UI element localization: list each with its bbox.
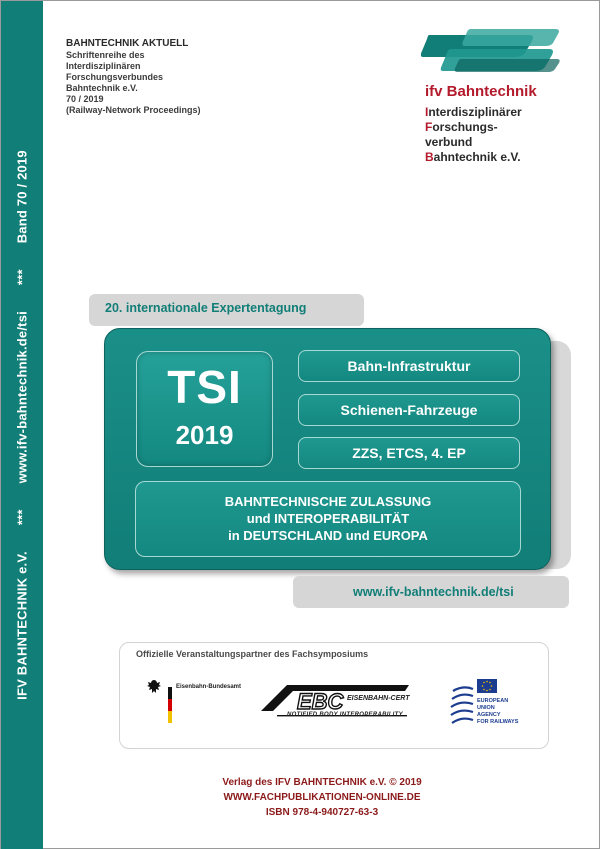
series-info (66, 38, 201, 116)
ifv-logo-line (425, 105, 522, 120)
logo-initial: B (425, 150, 434, 164)
ifv-logo (421, 27, 561, 167)
era-logo (449, 677, 539, 732)
spine-volume: Band 70 / 2019 (14, 150, 30, 244)
series-line: (Railway-Network Proceedings) (66, 105, 201, 115)
era-line: AGENCY (477, 712, 501, 718)
logo-line-rest: orschungs- (432, 120, 498, 134)
eagle-icon (146, 679, 162, 695)
publisher-line: Verlag des IFV BAHNTECHNIK e.V. © 2019 (222, 777, 422, 788)
era-line: UNION (477, 705, 495, 711)
era-line: EUROPEAN (477, 698, 509, 704)
topic-pill: ZZS, ETCS, 4. EP (298, 437, 520, 469)
logo-line-rest: ahntechnik e.V. (433, 150, 521, 164)
logo-line-rest: verbund (425, 135, 473, 149)
tsi-year: 2019 (175, 420, 234, 450)
tsi-badge (136, 351, 273, 467)
spine-separator: *** (14, 509, 30, 526)
ebc-subtitle: NOTIFIED BODY INTEROPERABILITY (287, 712, 403, 718)
ebc-cert-text: EISENBAHN-CERT (347, 695, 410, 702)
isbn: ISBN 978-4-940727-63-3 (265, 807, 379, 818)
ifv-logo-tagline (425, 105, 522, 165)
ifv-logo-line (425, 150, 522, 165)
tsi-title: TSI (167, 361, 242, 413)
event-label: 20. internationale Expertentagung (105, 301, 307, 315)
era-line: FOR RAILWAYS (477, 719, 519, 725)
series-line: Bahntechnik e.V. (66, 83, 138, 93)
series-line: 70 / 2019 (66, 94, 104, 104)
theme-line: in DEUTSCHLAND und EUROPA (228, 528, 428, 543)
spine-publisher: IFV BAHNTECHNIK e.V. (14, 551, 30, 700)
era-name (477, 698, 518, 726)
theme-line: BAHNTECHNISCHE ZULASSUNG (224, 494, 432, 509)
topic-pill: Schienen-Fahrzeuge (298, 394, 520, 426)
topic-pill: Bahn-Infrastruktur (298, 350, 520, 382)
theme-line: und INTEROPERABILITÄT (246, 511, 410, 526)
publisher-info (1, 775, 600, 820)
spine-website: www.ifv-bahntechnik.de/tsi (14, 311, 30, 484)
series-title: BAHNTECHNIK AKTUELL (66, 38, 189, 49)
series-line: Schriftenreihe des (66, 50, 145, 60)
logo-initial: F (425, 120, 433, 134)
ebc-logo-graphic (259, 681, 424, 726)
series-line: Interdisziplinären (66, 61, 141, 71)
publisher-website-link[interactable]: WWW.FACHPUBLIKATIONEN-ONLINE.DE (223, 792, 421, 803)
ebc-logo (259, 681, 424, 726)
partners-title: Offizielle Veranstaltungspartner des Fachsymposiums (136, 649, 369, 659)
spine-text (15, 150, 30, 700)
banner-website-link[interactable]: www.ifv-bahntechnik.de/tsi (353, 585, 514, 599)
eisenbahn-bundesamt-name: Eisenbahn-Bundesamt (176, 684, 242, 690)
eisenbahn-bundesamt-logo (146, 679, 256, 729)
ifv-logo-line (425, 120, 522, 135)
logo-line-rest: nterdisziplinärer (428, 105, 522, 119)
logo-initial: I (425, 105, 429, 119)
ifv-logo-line (425, 135, 522, 150)
ebc-mark: EBC (297, 689, 344, 714)
theme-box (135, 481, 521, 557)
german-flag-icon (168, 687, 172, 723)
series-line: Forschungsverbundes (66, 72, 164, 82)
ifv-logo-name: ifv Bahntechnik (425, 83, 537, 100)
spine-separator: *** (14, 269, 30, 286)
ifv-logo-graphic (421, 27, 561, 79)
cover-spine (1, 1, 43, 849)
